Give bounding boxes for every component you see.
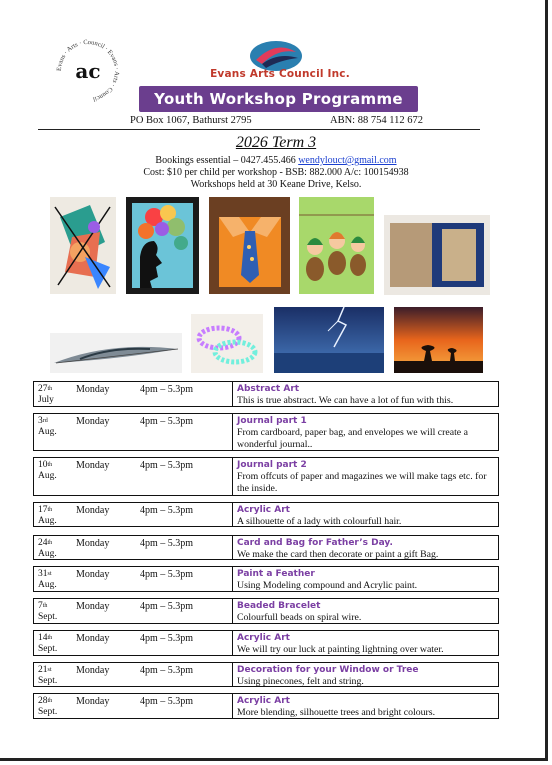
session-month: July: [38, 395, 54, 405]
session-month: Aug.: [38, 427, 57, 437]
session-day-suffix: rd: [42, 418, 48, 424]
email-link[interactable]: wendylouct@gmail.com: [298, 155, 397, 166]
schedule-row: [33, 457, 499, 496]
session-activity: [232, 599, 498, 623]
session-day-suffix: th: [47, 540, 53, 546]
session-description: Using Modeling compound and Acrylic paint.: [237, 580, 418, 591]
session-month: Sept.: [38, 676, 58, 686]
schedule-row: [33, 413, 499, 451]
session-weekday: Monday: [76, 569, 110, 580]
session-month: Aug.: [38, 549, 57, 559]
session-month: Aug.: [38, 471, 57, 481]
session-weekday: Monday: [76, 460, 110, 471]
session-title: Acrylic Art: [237, 505, 290, 515]
session-weekday: Monday: [76, 505, 110, 516]
session-title: Beaded Bracelet: [237, 601, 321, 611]
session-day-number: 17: [38, 505, 48, 515]
feather-photo: [50, 333, 182, 373]
session-description: A silhouette of a lady with colourfull hair.: [237, 516, 402, 527]
session-time: 4pm – 5.3pm: [140, 505, 194, 516]
session-date: [38, 696, 57, 718]
session-title: Journal part 1: [237, 416, 307, 426]
schedule-row: [33, 630, 499, 656]
session-activity: [232, 414, 498, 450]
session-month: Sept.: [38, 644, 58, 654]
po-box: PO Box 1067, Bathurst 2795: [130, 115, 252, 126]
session-activity: [232, 382, 498, 406]
session-weekday: Monday: [76, 384, 110, 395]
fathers-day-card-photo: [209, 197, 290, 294]
session-description: From offcuts of paper and magazines we will make tags etc. for the inside.: [237, 471, 487, 494]
session-date: [38, 538, 57, 560]
schedule-row: [33, 566, 499, 592]
schedule-row: [33, 693, 499, 719]
arts-council-emblem-icon: [248, 38, 304, 72]
session-description: Using pinecones, felt and string.: [237, 676, 364, 687]
session-date: [38, 633, 57, 655]
svg-text:Evans · Arts · Council · Evans: Evans · Arts · Council · Evans · Arts · Council: [55, 38, 121, 103]
session-time: 4pm – 5.3pm: [140, 633, 194, 644]
session-date: [38, 569, 57, 591]
session-title: Paint a Feather: [237, 569, 315, 579]
session-time: 4pm – 5.3pm: [140, 416, 194, 427]
session-weekday: Monday: [76, 696, 110, 707]
session-activity: [232, 694, 498, 718]
session-day-suffix: th: [47, 462, 53, 468]
session-month: Sept.: [38, 707, 58, 717]
session-description: This is true abstract. We can have a lot of fun with this.: [237, 395, 454, 406]
org-name: Evans Arts Council Inc.: [210, 68, 350, 80]
session-day-suffix: th: [47, 698, 53, 704]
session-time: 4pm – 5.3pm: [140, 538, 194, 549]
session-title: Card and Bag for Father’s Day.: [237, 538, 393, 548]
session-time: 4pm – 5.3pm: [140, 569, 194, 580]
session-time: 4pm – 5.3pm: [140, 696, 194, 707]
term-heading: 2026 Term 3: [235, 134, 317, 151]
sunset-trees-photo: [394, 307, 483, 373]
session-time: 4pm – 5.3pm: [140, 460, 194, 471]
session-description: We will try our luck at painting lightning over water.: [237, 644, 444, 655]
session-weekday: Monday: [76, 601, 110, 612]
bookings-text: Bookings essential – 0427.455.466: [155, 155, 299, 166]
session-date: [38, 601, 57, 623]
schedule-row: [33, 535, 499, 560]
session-activity: [232, 503, 498, 526]
session-day-number: 3: [38, 416, 43, 426]
session-title: Acrylic Art: [237, 633, 290, 643]
schedule-row: [33, 662, 499, 687]
address-line: [38, 115, 480, 130]
schedule-row: [33, 381, 499, 407]
session-date: [38, 416, 57, 438]
beaded-bracelet-photo: [191, 314, 263, 373]
session-weekday: Monday: [76, 416, 110, 427]
session-date: [38, 460, 57, 482]
session-activity: [232, 631, 498, 655]
session-activity: [232, 458, 498, 495]
programme-banner: Youth Workshop Programme: [139, 86, 418, 112]
abstract-art-photo: [50, 197, 116, 294]
silhouette-lady-photo: [126, 197, 199, 294]
session-day-number: 27: [38, 384, 48, 394]
session-day-number: 21: [38, 665, 48, 675]
journal-envelope-photo: [384, 215, 490, 295]
cost-line: Cost: $10 per child per workshop - BSB: 882.000 A/c: 100154938: [143, 167, 409, 178]
session-day-number: 10: [38, 460, 48, 470]
session-month: Aug.: [38, 516, 57, 526]
session-title: Journal part 2: [237, 460, 307, 470]
session-description: From cardboard, paper bag, and envelopes we will create a wonderful journal..: [237, 427, 468, 450]
session-day-number: 28: [38, 696, 48, 706]
session-description: More blending, silhouette trees and bright colours.: [237, 707, 436, 718]
session-description: Colourfull beads on spiral wire.: [237, 612, 362, 623]
session-title: Abstract Art: [237, 384, 300, 394]
session-weekday: Monday: [76, 538, 110, 549]
bookings-line: [0, 155, 552, 166]
session-title: Acrylic Art: [237, 696, 290, 706]
session-day-number: 24: [38, 538, 48, 548]
session-weekday: Monday: [76, 665, 110, 676]
session-day-number: 7: [38, 601, 43, 611]
schedule-row: [33, 598, 499, 624]
session-month: Aug.: [38, 580, 57, 590]
session-activity: [232, 567, 498, 591]
session-day-number: 31: [38, 569, 48, 579]
session-time: 4pm – 5.3pm: [140, 665, 194, 676]
session-day-suffix: st: [47, 667, 52, 673]
council-seal-logo: [55, 38, 121, 104]
session-description: We make the card then decorate or paint a gift Bag.: [237, 549, 439, 560]
session-activity: [232, 536, 498, 559]
session-date: [38, 384, 54, 406]
pinecone-decoration-photo: [299, 197, 374, 294]
session-time: 4pm – 5.3pm: [140, 601, 194, 612]
svg-text:ac: ac: [75, 59, 101, 83]
session-month: Sept.: [38, 612, 58, 622]
lightning-over-water-photo: [274, 307, 384, 373]
session-day-number: 14: [38, 633, 48, 643]
session-day-suffix: th: [42, 603, 48, 609]
session-time: 4pm – 5.3pm: [140, 384, 194, 395]
location-line: Workshops held at 30 Keane Drive, Kelso.: [190, 179, 362, 190]
session-day-suffix: th: [47, 507, 53, 513]
session-weekday: Monday: [76, 633, 110, 644]
session-day-suffix: th: [47, 635, 53, 641]
abn: ABN: 88 754 112 672: [330, 115, 423, 126]
session-day-suffix: st: [47, 571, 52, 577]
session-date: [38, 665, 57, 687]
session-day-suffix: th: [47, 386, 53, 392]
session-activity: [232, 663, 498, 686]
session-title: Decoration for your Window or Tree: [237, 665, 419, 675]
session-date: [38, 505, 57, 527]
schedule-row: [33, 502, 499, 527]
